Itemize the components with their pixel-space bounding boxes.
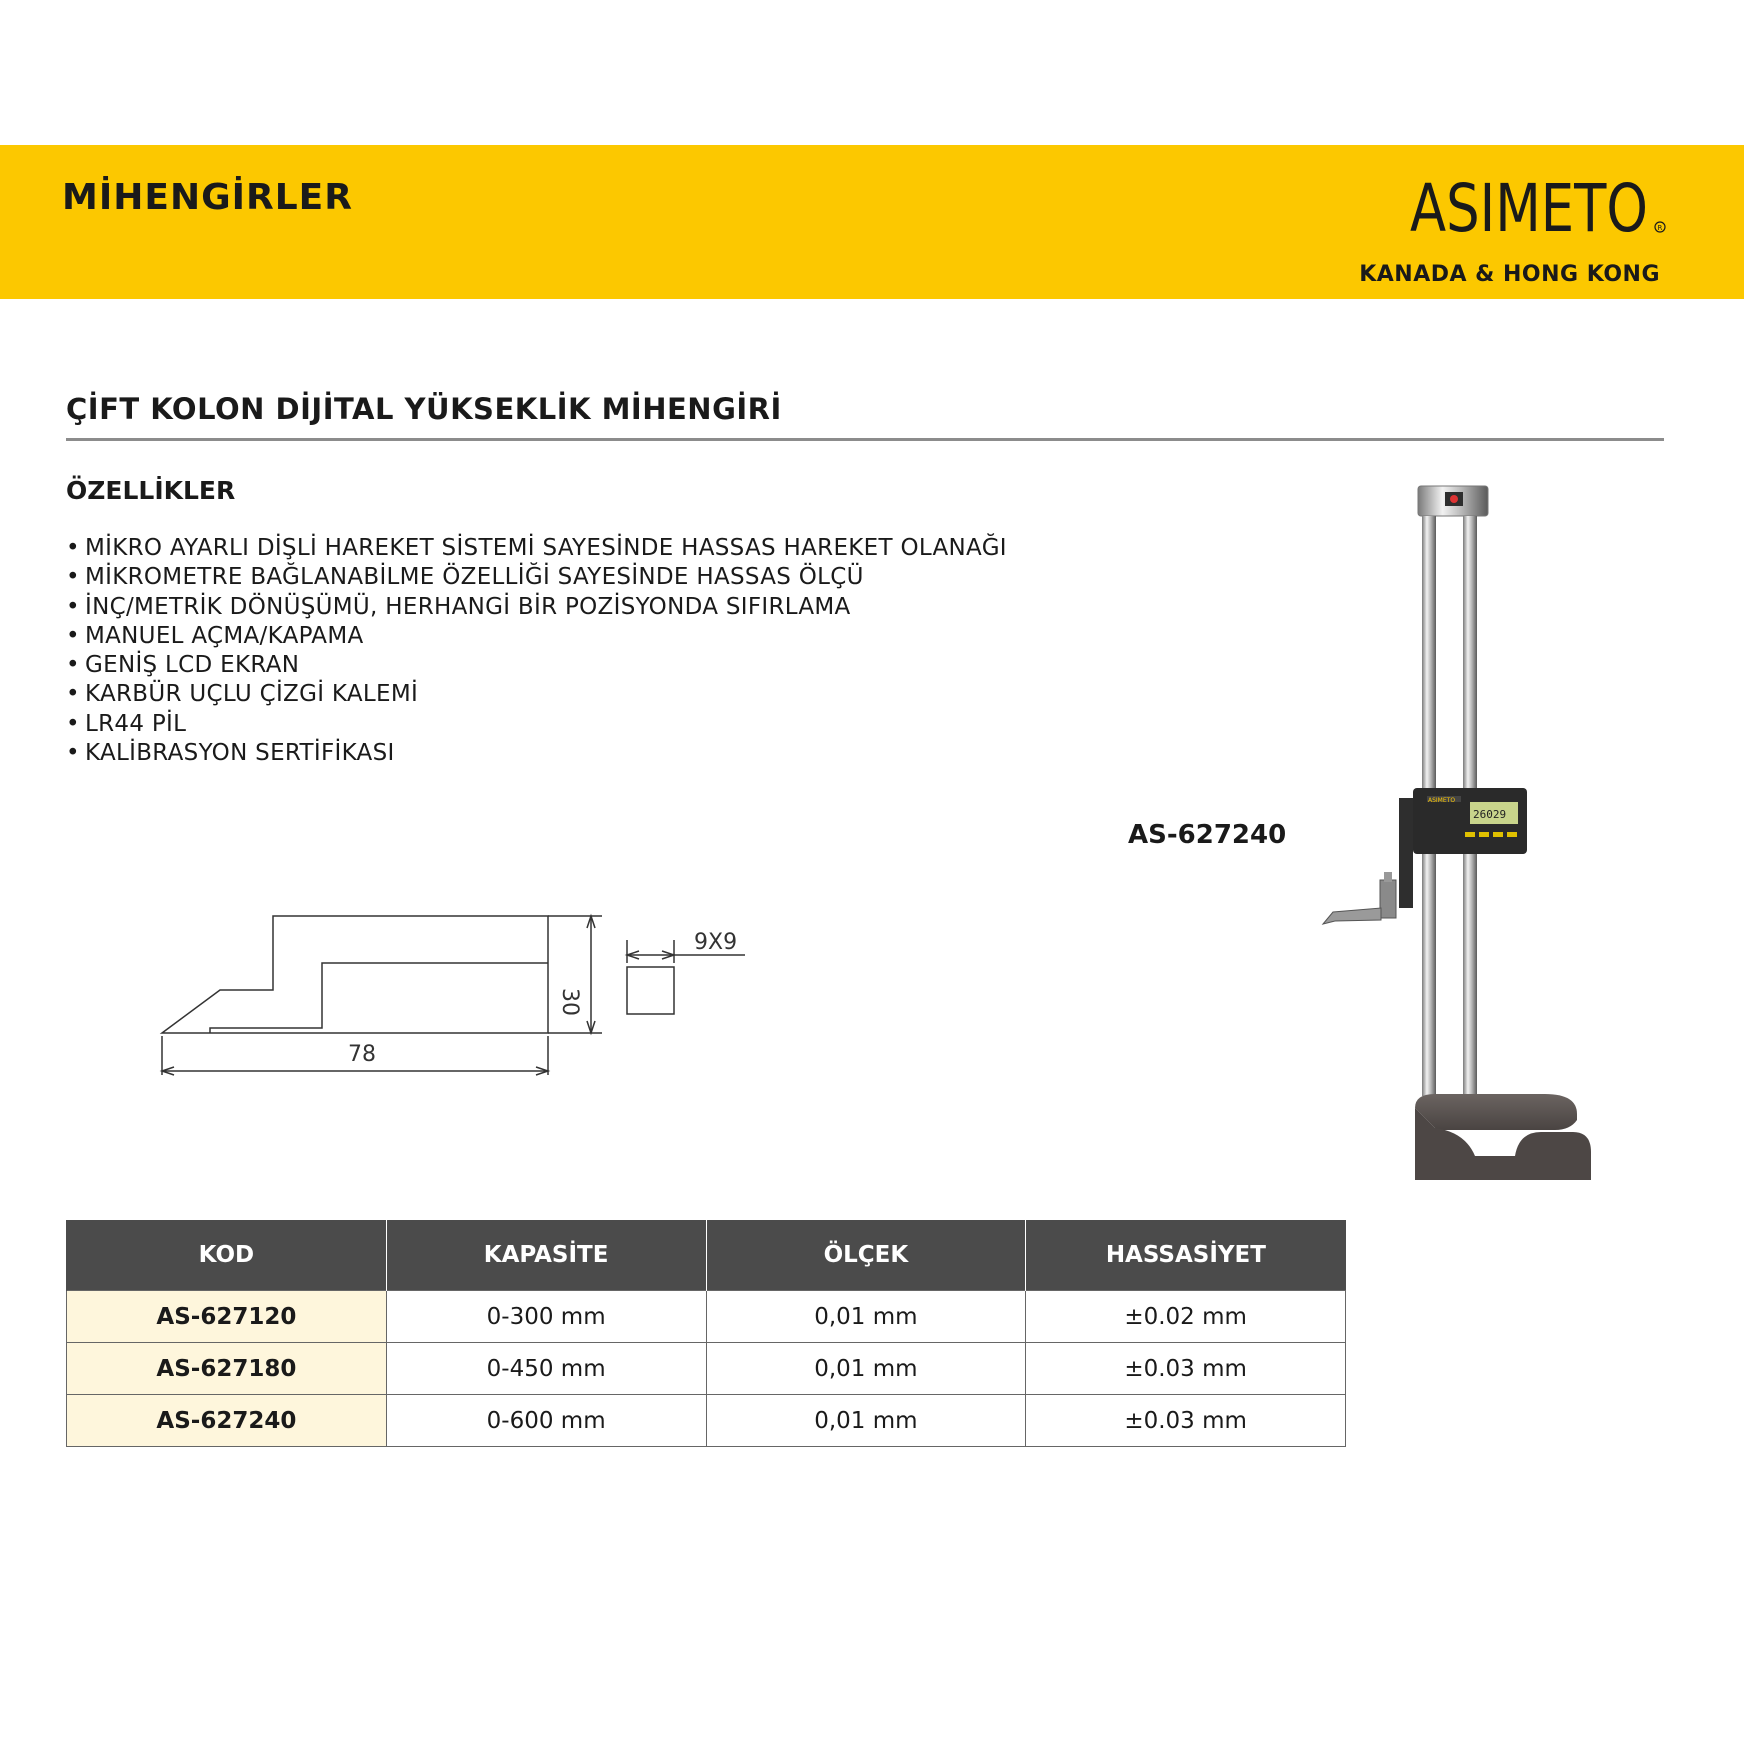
feature-item: • KALİBRASYON SERTİFİKASI [66,740,395,767]
feature-item: • MİKROMETRE BAĞLANABİLME ÖZELLİĞİ SAYESİNDE HASSAS ÖLÇÜ [66,564,864,591]
table-row [67,1291,1346,1343]
scriber-step-line [210,963,548,1033]
product-code-cell: AS-627240 [67,1395,387,1447]
brand-logo [1410,167,1670,245]
resolution-cell: 0,01 mm [706,1291,1026,1343]
scriber-section-square [627,967,674,1014]
table-row [67,1395,1346,1447]
accuracy-cell: ±0.02 mm [1026,1291,1346,1343]
product-code-cell: AS-627180 [67,1343,387,1395]
table-header-row [67,1220,1346,1291]
column-header-resolution: ÖLÇEK [706,1220,1026,1291]
svg-text:ASIMETO: ASIMETO [1428,797,1456,804]
specification-table [66,1220,1346,1447]
feature-item: • İNÇ/METRİK DÖNÜŞÜMÜ, HERHANGİ BİR POZİSYONDA SIFIRLAMA [66,593,851,620]
svg-text:26029: 26029 [1473,808,1507,821]
title-divider [66,438,1664,441]
column-header-capacity: KAPASİTE [386,1220,706,1291]
height-dimension-label: 30 [557,988,582,1016]
feature-item: • MANUEL AÇMA/KAPAMA [66,622,364,649]
resolution-cell: 0,01 mm [706,1395,1026,1447]
features-heading: ÖZELLİKLER [66,476,236,505]
brand-logo-text: ASIMETO [1410,170,1648,245]
capacity-cell: 0-600 mm [386,1395,706,1447]
feature-item: • GENİŞ LCD EKRAN [66,652,300,679]
scriber-dimension-drawing [150,900,760,1090]
feature-item: • MİKRO AYARLI DİŞLİ HAREKET SİSTEMİ SAYESİNDE HASSAS HAREKET OLANAĞI [66,535,1007,561]
resolution-cell: 0,01 mm [706,1343,1026,1395]
header-banner [0,145,1744,299]
product-code-cell: AS-627120 [67,1291,387,1343]
length-dimension-label: 78 [348,1042,376,1067]
capacity-cell: 0-300 mm [386,1291,706,1343]
height-gauge-image [1315,480,1615,1180]
feature-item: • LR44 PİL [66,710,187,737]
features-list [66,534,1007,768]
column-header-code: KOD [67,1220,387,1291]
product-title: ÇİFT KOLON DİJİTAL YÜKSEKLİK MİHENGİRİ [66,392,782,426]
category-title: MİHENGİRLER [62,177,353,218]
svg-text:R: R [1657,224,1663,232]
section-dimension-label: 9X9 [694,930,738,955]
scriber-outline [162,916,548,1033]
product-image-code: AS-627240 [1128,820,1287,850]
accuracy-cell: ±0.03 mm [1026,1343,1346,1395]
capacity-cell: 0-450 mm [386,1343,706,1395]
column-header-accuracy: HASSASİYET [1026,1220,1346,1291]
accuracy-cell: ±0.03 mm [1026,1395,1346,1447]
brand-region: KANADA & HONG KONG [1359,262,1660,287]
table-row [67,1343,1346,1395]
feature-item: • KARBÜR UÇLU ÇİZGİ KALEMİ [66,681,419,708]
